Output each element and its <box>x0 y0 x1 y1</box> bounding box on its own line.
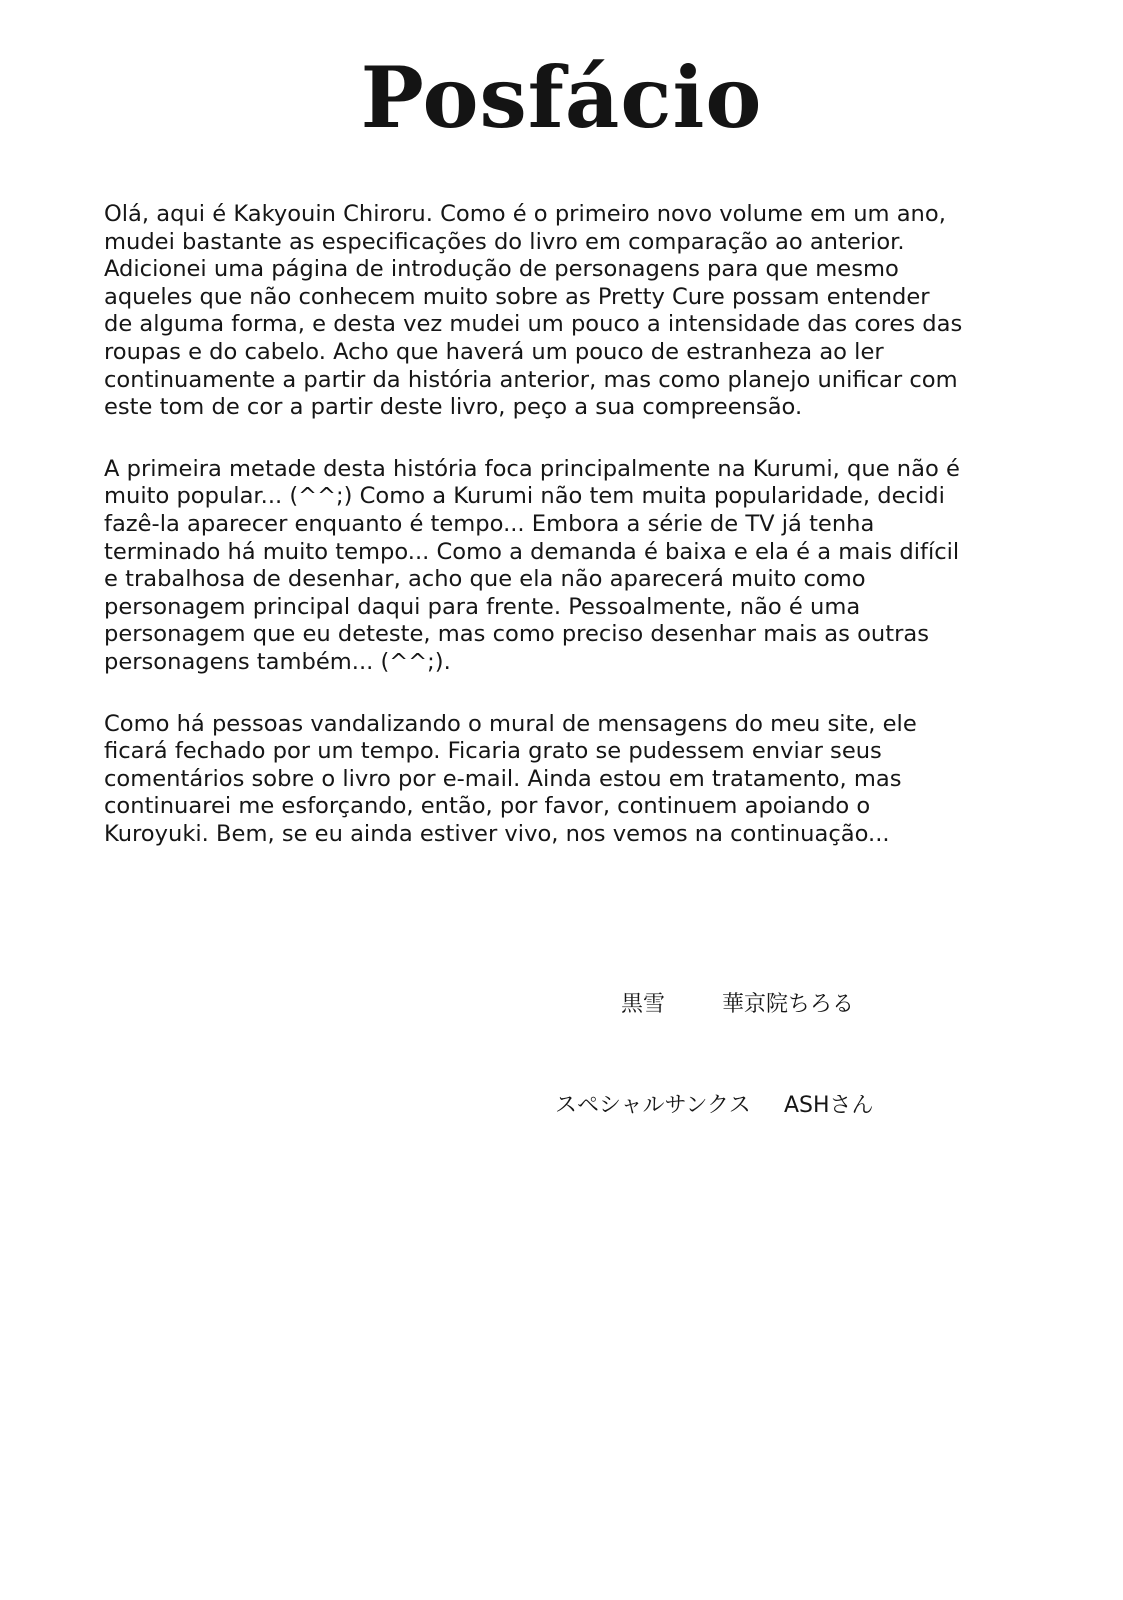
afterword-body <box>104 201 1024 882</box>
text-line: continuamente a partir da história anterior, mas como planejo unificar com <box>104 366 958 393</box>
text-line: personagens também... (^^;). <box>104 648 451 675</box>
text-line: roupas e do cabelo. Acho que haverá um pouco de estranheza ao ler <box>104 338 884 365</box>
signature-circle-name: 黒雪 <box>621 992 666 1017</box>
signature-author-name: 華京院ちろる <box>722 992 855 1017</box>
text-line: A primeira metade desta história foca principalmente na Kurumi, que não é <box>104 455 960 482</box>
text-line: mudei bastante as especificações do livro em comparação ao anterior. <box>104 228 905 255</box>
text-line: aqueles que não conhecem muito sobre as Pretty Cure possam entender <box>104 283 930 310</box>
text-line: comentários sobre o livro por e-mail. Ainda estou em tratamento, mas <box>104 765 902 792</box>
text-line: personagem principal daqui para frente. Pessoalmente, não é uma <box>104 593 861 620</box>
text-line: de alguma forma, e desta vez mudei um pouco a intensidade das cores das <box>104 311 963 338</box>
text-line: Kuroyuki. Bem, se eu ainda estiver vivo, nos vemos na continuação... <box>104 820 890 847</box>
text-line: personagem que eu deteste, mas como preciso desenhar mais as outras <box>104 621 930 648</box>
special-thanks-name: ASHさん <box>784 1093 874 1118</box>
special-thanks-label: スペシャルサンクス <box>555 1093 751 1118</box>
paragraph-2 <box>104 456 1024 677</box>
paragraph-1 <box>104 201 1024 422</box>
text-line: Olá, aqui é Kakyouin Chiroru. Como é o primeiro novo volume em um ano, <box>104 201 946 227</box>
text-line: ficará fechado por um tempo. Ficaria grato se pudessem enviar seus <box>104 738 882 765</box>
text-line: fazê-la aparecer enquanto é tempo... Embora a série de TV já tenha <box>104 510 875 537</box>
text-line: continuarei me esforçando, então, por favor, continuem apoiando o <box>104 793 871 820</box>
text-line: muito popular... (^^;) Como a Kurumi não tem muita popularidade, decidi <box>104 483 945 510</box>
text-line: Adicionei uma página de introdução de personagens para que mesmo <box>104 256 899 283</box>
paragraph-3 <box>104 711 1024 849</box>
text-line: Como há pessoas vandalizando o mural de mensagens do meu site, ele <box>104 710 917 737</box>
text-line: este tom de cor a partir deste livro, peço a sua compreensão. <box>104 394 803 421</box>
text-line: terminado há muito tempo... Como a demanda é baixa e ela é a mais difícil <box>104 538 960 565</box>
text-line: e trabalhosa de desenhar, acho que ela não aparecerá muito como <box>104 566 866 593</box>
page-title: Posfácio <box>360 48 763 147</box>
